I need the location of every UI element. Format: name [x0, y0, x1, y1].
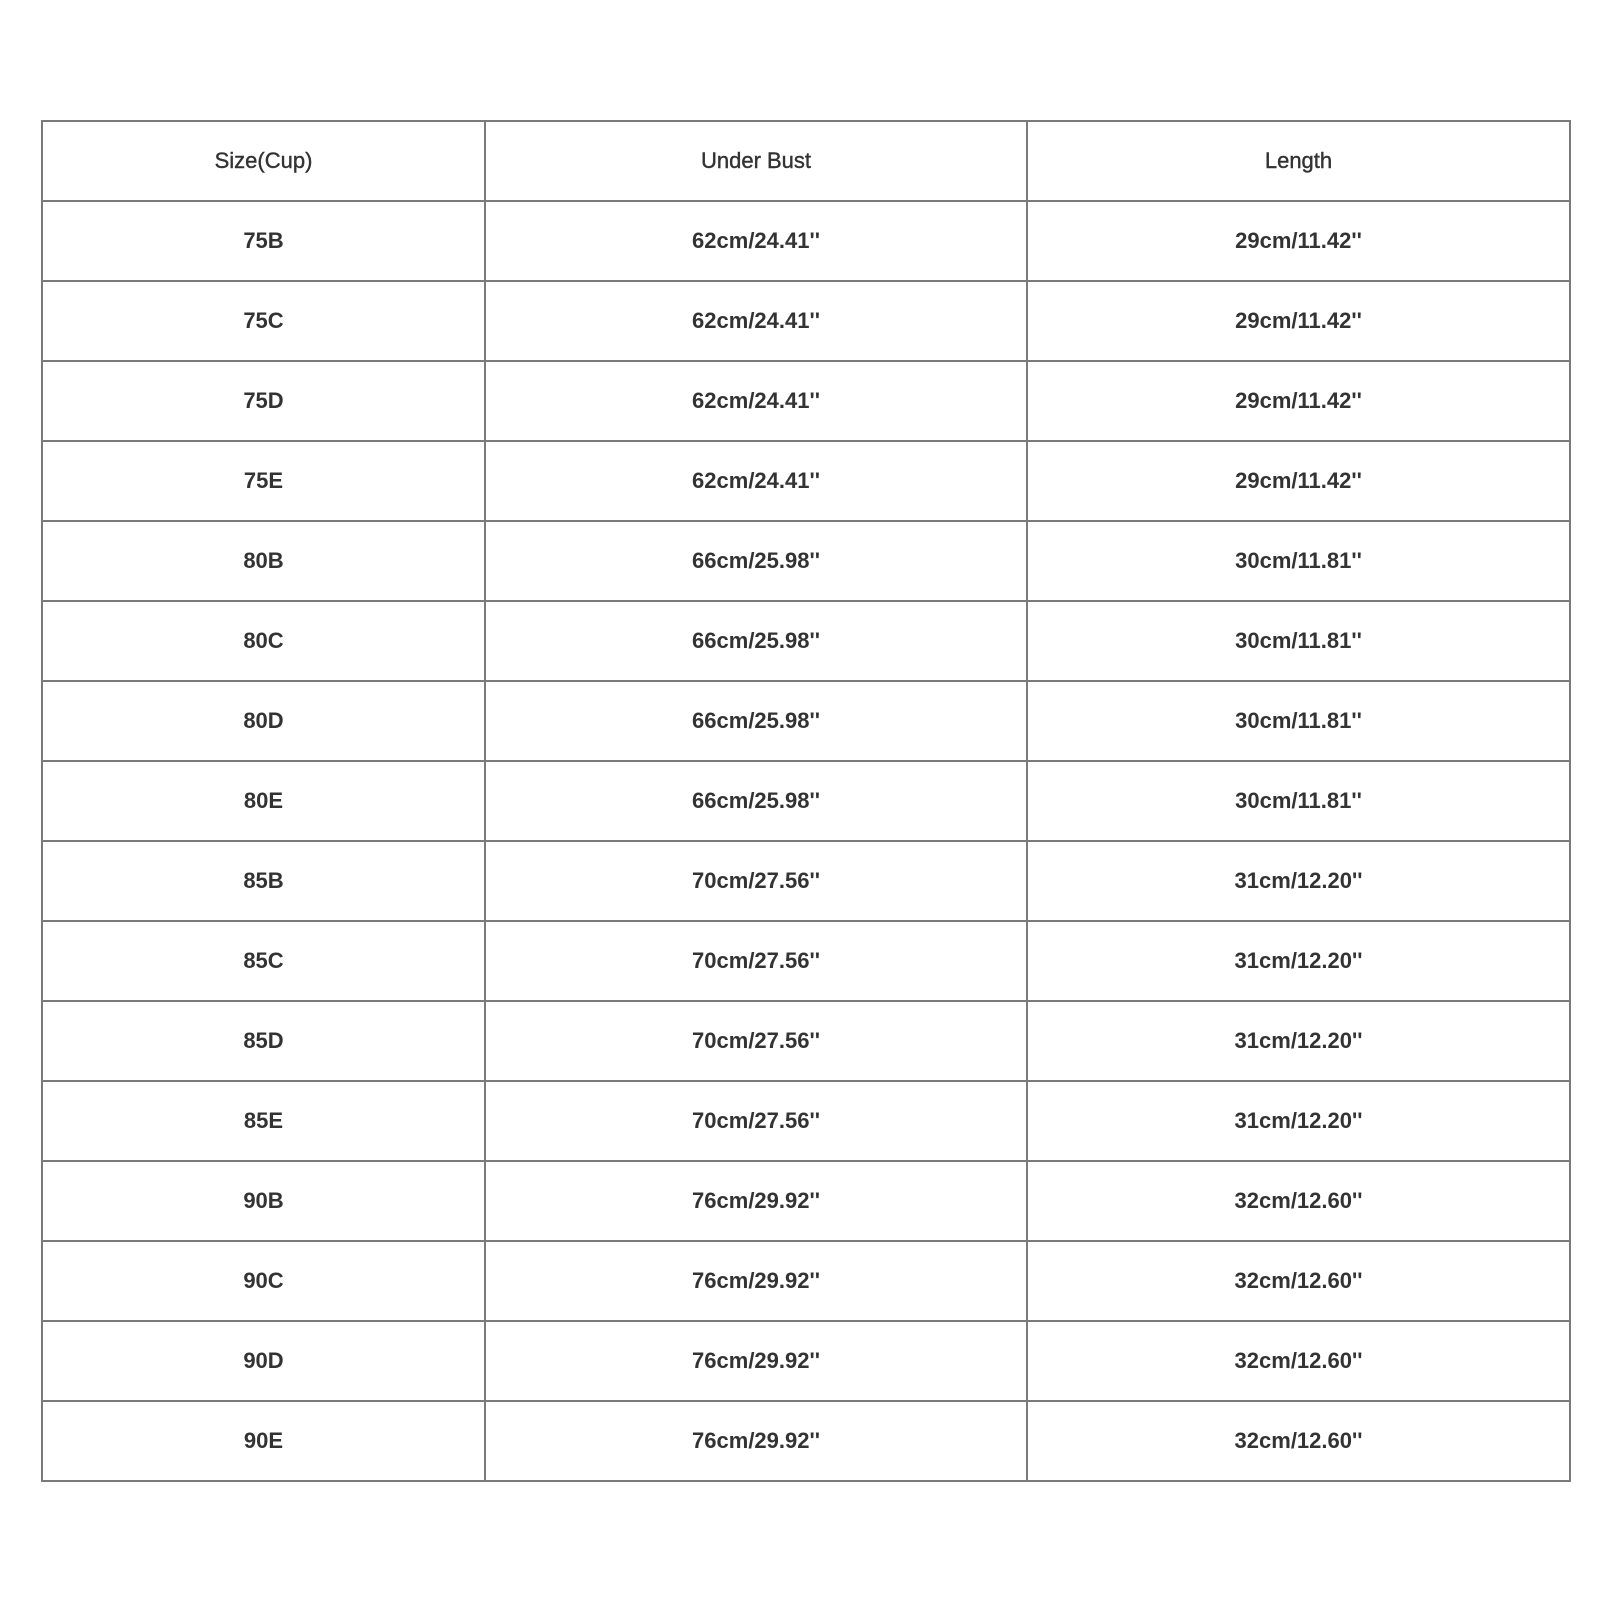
- header-row: [42, 121, 1570, 201]
- length-cell: 31cm/12.20'': [1027, 841, 1570, 921]
- length-cell: 30cm/11.81'': [1027, 761, 1570, 841]
- under-bust-cell: 66cm/25.98'': [485, 521, 1027, 601]
- under-bust-cell: 62cm/24.41'': [485, 281, 1027, 361]
- table-row: [42, 1001, 1570, 1081]
- length-cell: 32cm/12.60'': [1027, 1401, 1570, 1481]
- length-cell: 31cm/12.20'': [1027, 921, 1570, 1001]
- size-cell: 90E: [42, 1401, 485, 1481]
- under-bust-cell: 62cm/24.41'': [485, 361, 1027, 441]
- header-length: Length: [1027, 121, 1570, 201]
- size-cell: 75E: [42, 441, 485, 521]
- table-row: [42, 1241, 1570, 1321]
- table-row: [42, 441, 1570, 521]
- table-row: [42, 601, 1570, 681]
- size-cell: 80E: [42, 761, 485, 841]
- size-cell: 90B: [42, 1161, 485, 1241]
- size-cell: 85B: [42, 841, 485, 921]
- table-row: [42, 841, 1570, 921]
- size-cell: 85D: [42, 1001, 485, 1081]
- size-cell: 75D: [42, 361, 485, 441]
- size-chart-table: [41, 120, 1571, 1482]
- size-cell: 80C: [42, 601, 485, 681]
- under-bust-cell: 76cm/29.92'': [485, 1241, 1027, 1321]
- size-cell: 85E: [42, 1081, 485, 1161]
- under-bust-cell: 66cm/25.98'': [485, 601, 1027, 681]
- length-cell: 31cm/12.20'': [1027, 1081, 1570, 1161]
- under-bust-cell: 70cm/27.56'': [485, 1081, 1027, 1161]
- under-bust-cell: 66cm/25.98'': [485, 681, 1027, 761]
- under-bust-cell: 70cm/27.56'': [485, 1001, 1027, 1081]
- under-bust-cell: 70cm/27.56'': [485, 841, 1027, 921]
- length-cell: 32cm/12.60'': [1027, 1321, 1570, 1401]
- length-cell: 30cm/11.81'': [1027, 681, 1570, 761]
- length-cell: 29cm/11.42'': [1027, 281, 1570, 361]
- under-bust-cell: 62cm/24.41'': [485, 201, 1027, 281]
- header-under-bust: Under Bust: [485, 121, 1027, 201]
- length-cell: 32cm/12.60'': [1027, 1241, 1570, 1321]
- length-cell: 30cm/11.81'': [1027, 601, 1570, 681]
- table-row: [42, 1161, 1570, 1241]
- under-bust-cell: 66cm/25.98'': [485, 761, 1027, 841]
- under-bust-cell: 76cm/29.92'': [485, 1321, 1027, 1401]
- length-cell: 29cm/11.42'': [1027, 361, 1570, 441]
- size-cell: 75C: [42, 281, 485, 361]
- table-row: [42, 1321, 1570, 1401]
- size-cell: 85C: [42, 921, 485, 1001]
- length-cell: 29cm/11.42'': [1027, 201, 1570, 281]
- length-cell: 31cm/12.20'': [1027, 1001, 1570, 1081]
- size-cell: 75B: [42, 201, 485, 281]
- length-cell: 30cm/11.81'': [1027, 521, 1570, 601]
- under-bust-cell: 70cm/27.56'': [485, 921, 1027, 1001]
- table-row: [42, 201, 1570, 281]
- table-row: [42, 1401, 1570, 1481]
- size-cell: 80D: [42, 681, 485, 761]
- table-row: [42, 361, 1570, 441]
- size-cell: 90D: [42, 1321, 485, 1401]
- table-row: [42, 921, 1570, 1001]
- table-row: [42, 281, 1570, 361]
- table-row: [42, 1081, 1570, 1161]
- under-bust-cell: 76cm/29.92'': [485, 1401, 1027, 1481]
- under-bust-cell: 76cm/29.92'': [485, 1161, 1027, 1241]
- table-row: [42, 681, 1570, 761]
- size-cell: 80B: [42, 521, 485, 601]
- length-cell: 32cm/12.60'': [1027, 1161, 1570, 1241]
- table-row: [42, 521, 1570, 601]
- under-bust-cell: 62cm/24.41'': [485, 441, 1027, 521]
- header-size-cup: Size(Cup): [42, 121, 485, 201]
- length-cell: 29cm/11.42'': [1027, 441, 1570, 521]
- size-cell: 90C: [42, 1241, 485, 1321]
- table-row: [42, 761, 1570, 841]
